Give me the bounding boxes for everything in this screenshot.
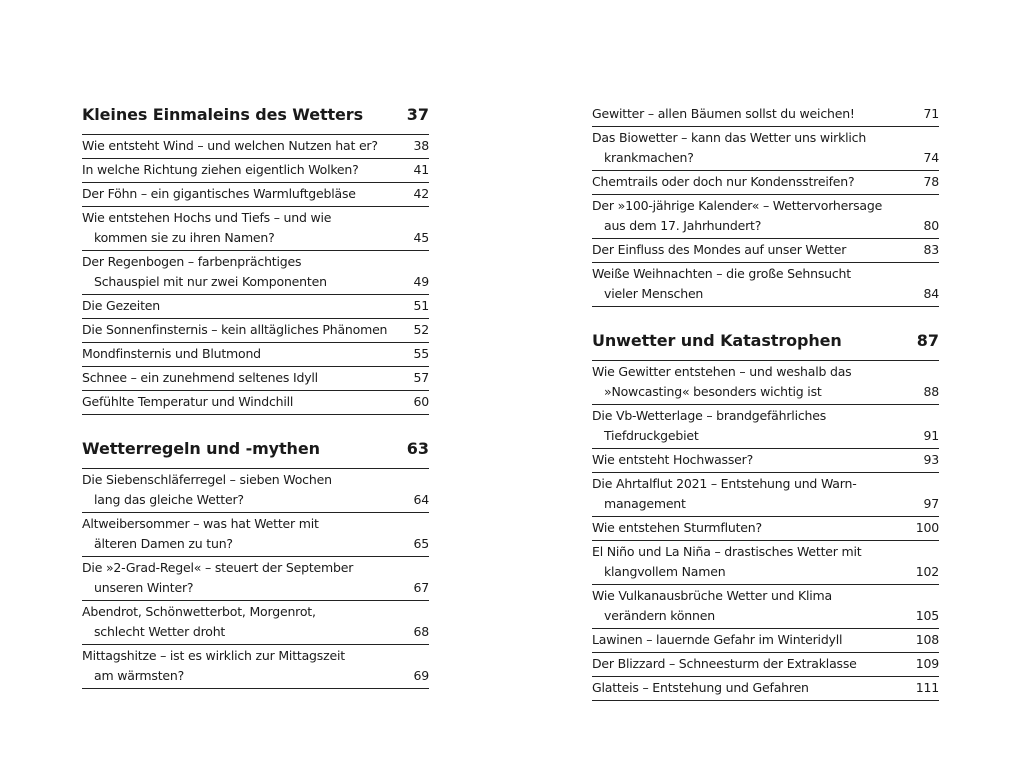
entry-title-continued: »Nowcasting« besonders wichtig ist [604, 384, 822, 399]
entry-title: Der Blizzard – Schneesturm der Extraklasse [592, 656, 857, 671]
section-title: Wetterregeln und -mythen [82, 439, 320, 458]
entry-title: Schnee – ein zunehmend seltenes Idyll [82, 370, 318, 385]
toc-entry[interactable] [82, 601, 429, 645]
section-title: Kleines Einmaleins des Wetters [82, 105, 364, 124]
entry-title: Weiße Weihnachten – die große Sehnsucht [592, 266, 851, 281]
toc-entry[interactable] [592, 195, 939, 239]
entry-page-number: 69 [413, 668, 429, 683]
toc-section [82, 101, 429, 415]
toc-entry[interactable] [592, 405, 939, 449]
entry-page-number: 93 [923, 452, 939, 467]
toc-entry[interactable] [592, 541, 939, 585]
entry-title-continued: verändern können [604, 608, 715, 623]
toc-entry[interactable] [82, 513, 429, 557]
toc-entry[interactable] [82, 319, 429, 343]
entry-page-number: 52 [413, 322, 429, 337]
section-heading [592, 327, 939, 361]
entry-page-number: 71 [923, 106, 939, 121]
toc-entry[interactable] [82, 343, 429, 367]
entry-page-number: 60 [413, 394, 429, 409]
toc-entry[interactable] [82, 135, 429, 159]
toc-entry[interactable] [592, 103, 939, 127]
toc-entry[interactable] [592, 629, 939, 653]
entry-title: Der Regenbogen – farbenprächtiges [82, 254, 302, 269]
entry-title-continued: Tiefdruckgebiet [604, 428, 699, 443]
toc-entry[interactable] [82, 251, 429, 295]
entry-page-number: 88 [923, 384, 939, 399]
entry-title: El Niño und La Niña – drastisches Wetter mit [592, 544, 862, 559]
toc-section [592, 103, 939, 307]
toc-entry[interactable] [592, 585, 939, 629]
entry-page-number: 42 [413, 186, 429, 201]
entry-page-number: 68 [413, 624, 429, 639]
entry-page-number: 83 [923, 242, 939, 257]
entry-title: Chemtrails oder doch nur Kondensstreifen? [592, 174, 855, 189]
toc-left-column [82, 101, 429, 689]
entry-title-continued: management [604, 496, 686, 511]
entry-page-number: 105 [915, 608, 939, 623]
entry-page-number: 111 [915, 680, 939, 695]
entry-title: Die Siebenschläferregel – sieben Wochen [82, 472, 332, 487]
entry-title: Wie Gewitter entstehen – und weshalb das [592, 364, 852, 379]
entry-page-number: 80 [923, 218, 939, 233]
entry-page-number: 57 [413, 370, 429, 385]
entry-title: Glatteis – Entstehung und Gefahren [592, 680, 809, 695]
entry-title-continued: Schauspiel mit nur zwei Komponenten [94, 274, 327, 289]
entry-page-number: 38 [413, 138, 429, 153]
entry-page-number: 45 [413, 230, 429, 245]
entry-title: Der Föhn – ein gigantisches Warmluftgebläse [82, 186, 356, 201]
entry-title: Gefühlte Temperatur und Windchill [82, 394, 294, 409]
entry-title: Mittagshitze – ist es wirklich zur Mittagszeit [82, 648, 345, 663]
entry-page-number: 109 [915, 656, 939, 671]
toc-section [82, 435, 429, 689]
toc-entry[interactable] [592, 127, 939, 171]
entry-page-number: 67 [413, 580, 429, 595]
toc-entry[interactable] [82, 557, 429, 601]
entry-title-continued: unseren Winter? [94, 580, 194, 595]
entry-title: Wie entstehen Sturmfluten? [592, 520, 762, 535]
toc-entry[interactable] [592, 653, 939, 677]
entry-page-number: 100 [915, 520, 939, 535]
entry-title-continued: aus dem 17. Jahrhundert? [604, 218, 762, 233]
entry-title-continued: kommen sie zu ihren Namen? [94, 230, 275, 245]
entry-title: Wie entstehen Hochs und Tiefs – und wie [82, 210, 332, 225]
entry-title: Die Ahrtalflut 2021 – Entstehung und Warn- [592, 476, 857, 491]
entry-title: Das Biowetter – kann das Wetter uns wirklich [592, 130, 867, 145]
toc-entry[interactable] [592, 449, 939, 473]
entry-title: Der Einfluss des Mondes auf unser Wetter [592, 242, 847, 257]
toc-entry[interactable] [82, 159, 429, 183]
toc-entry[interactable] [592, 473, 939, 517]
entry-page-number: 91 [923, 428, 939, 443]
entry-title: In welche Richtung ziehen eigentlich Wolken? [82, 162, 359, 177]
toc-entry[interactable] [82, 391, 429, 415]
entry-title: Lawinen – lauernde Gefahr im Winteridyll [592, 632, 843, 647]
entry-page-number: 74 [923, 150, 939, 165]
toc-entry[interactable] [82, 183, 429, 207]
entry-page-number: 65 [413, 536, 429, 551]
entry-title: Der »100-jährige Kalender« – Wettervorhersage [592, 198, 883, 213]
section-page-number: 87 [916, 331, 939, 350]
toc-section [592, 327, 939, 701]
entry-title: Wie Vulkanausbrüche Wetter und Klima [592, 588, 832, 603]
section-page-number: 63 [406, 439, 429, 458]
entry-title: Die Gezeiten [82, 298, 160, 313]
entry-title-continued: schlecht Wetter droht [94, 624, 226, 639]
toc-right-column [592, 103, 939, 701]
entry-title: Gewitter – allen Bäumen sollst du weichen! [592, 106, 855, 121]
entry-page-number: 49 [413, 274, 429, 289]
entry-title-continued: am wärmsten? [94, 668, 185, 683]
toc-entry[interactable] [82, 207, 429, 251]
entry-title: Die »2-Grad-Regel« – steuert der September [82, 560, 354, 575]
toc-entry[interactable] [592, 239, 939, 263]
section-page-number: 37 [406, 105, 429, 124]
entry-page-number: 41 [413, 162, 429, 177]
toc-entry[interactable] [82, 645, 429, 689]
entry-title: Wie entsteht Hochwasser? [592, 452, 754, 467]
section-heading [82, 101, 429, 135]
entry-page-number: 102 [915, 564, 939, 579]
toc-entry[interactable] [82, 367, 429, 391]
toc-entry[interactable] [82, 469, 429, 513]
section-heading [82, 435, 429, 469]
entry-page-number: 55 [413, 346, 429, 361]
section-title: Unwetter und Katastrophen [592, 331, 842, 350]
toc-entry[interactable] [592, 171, 939, 195]
entry-title: Mondfinsternis und Blutmond [82, 346, 261, 361]
entry-title: Abendrot, Schönwetterbot, Morgenrot, [82, 604, 316, 619]
entry-title: Altweibersommer – was hat Wetter mit [82, 516, 319, 531]
entry-title-continued: vieler Menschen [604, 286, 704, 301]
entry-title: Die Vb-Wetterlage – brandgefährliches [592, 408, 827, 423]
entry-title-continued: älteren Damen zu tun? [94, 536, 233, 551]
entry-page-number: 64 [413, 492, 429, 507]
toc-entry[interactable] [592, 263, 939, 307]
entry-page-number: 84 [923, 286, 939, 301]
toc-entry[interactable] [592, 677, 939, 701]
toc-entry[interactable] [592, 517, 939, 541]
entry-page-number: 108 [915, 632, 939, 647]
entry-title-continued: krankmachen? [604, 150, 694, 165]
entry-title: Die Sonnenfinsternis – kein alltägliches Phänomen [82, 322, 388, 337]
entry-title-continued: klangvollem Namen [604, 564, 726, 579]
toc-entry[interactable] [82, 295, 429, 319]
toc-entry[interactable] [592, 361, 939, 405]
entry-title-continued: lang das gleiche Wetter? [94, 492, 244, 507]
entry-page-number: 78 [923, 174, 939, 189]
entry-page-number: 97 [923, 496, 939, 511]
entry-title: Wie entsteht Wind – und welchen Nutzen hat er? [82, 138, 378, 153]
entry-page-number: 51 [413, 298, 429, 313]
